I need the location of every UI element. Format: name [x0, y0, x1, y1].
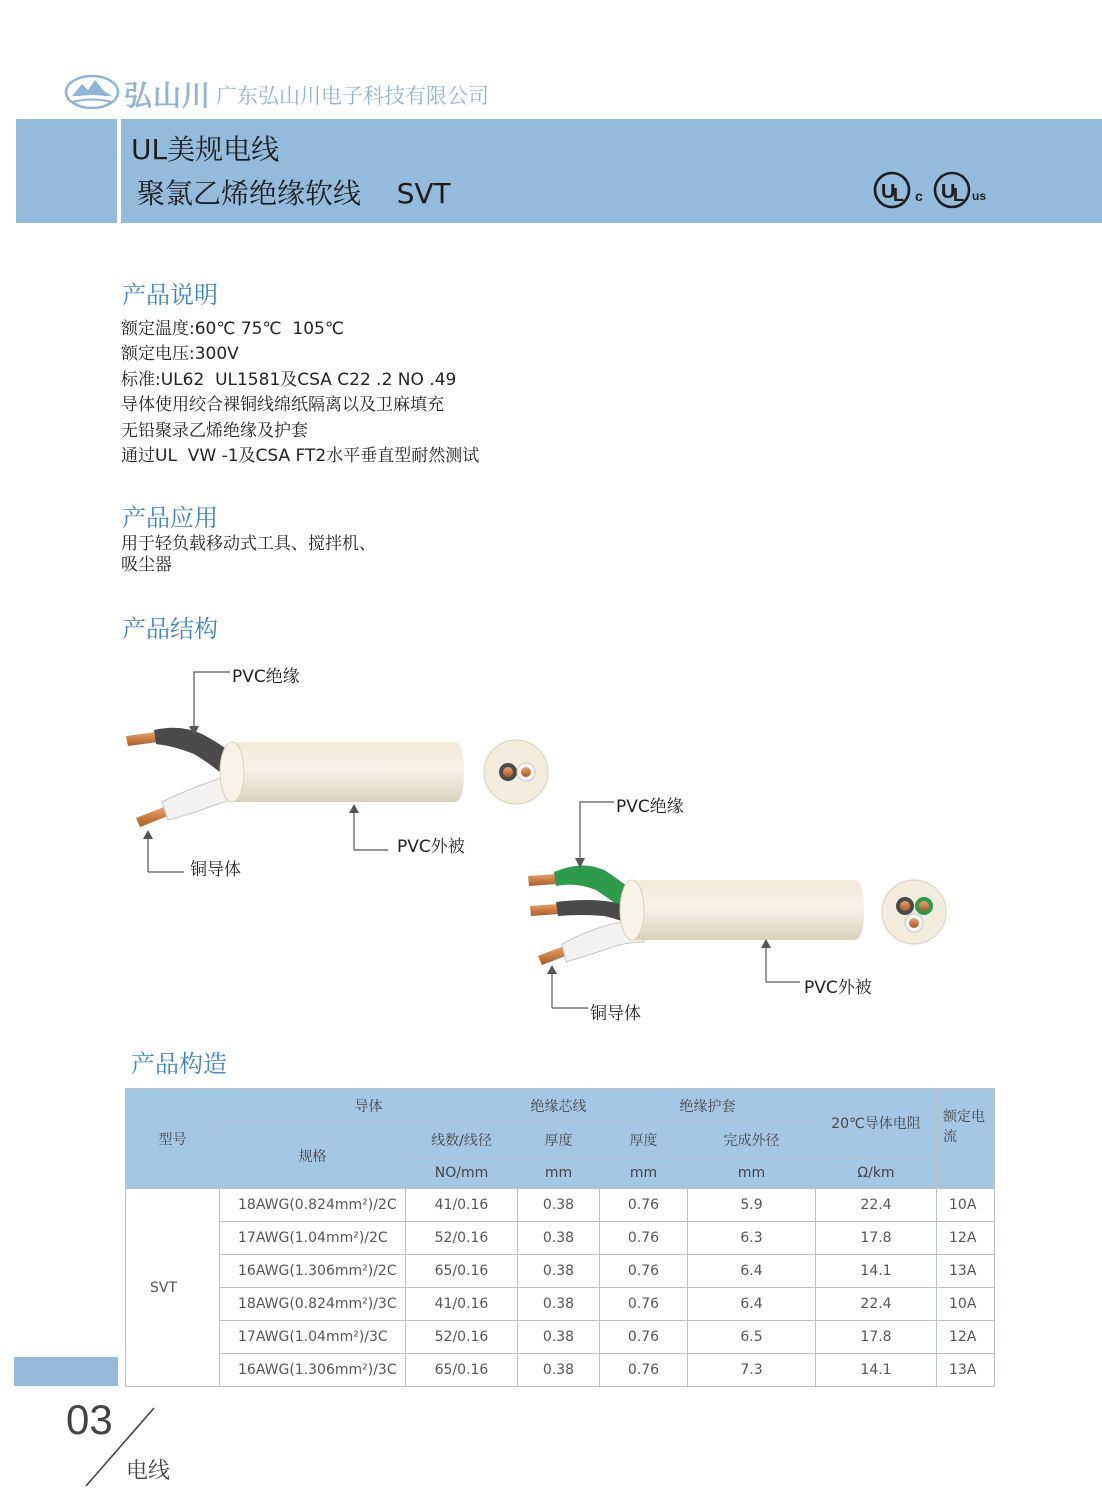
- table-row: [126, 1288, 995, 1321]
- unit-resistance: Ω/km: [816, 1157, 937, 1189]
- page-subtitle: 聚氯乙烯绝缘软线 SVT: [137, 177, 451, 210]
- header-insulation-core: 绝缘芯线: [518, 1089, 600, 1123]
- cell-spec: 16AWG(1.306mm²)/2C: [220, 1255, 406, 1288]
- cell-resistance: 17.8: [816, 1321, 937, 1354]
- unit-core: mm: [518, 1157, 600, 1189]
- company-logo-mountain-icon: [64, 72, 120, 112]
- cell-core: 0.38: [518, 1222, 600, 1255]
- cell-core: 0.38: [518, 1189, 600, 1222]
- svg-text:us: us: [972, 189, 987, 203]
- description-line: 通过UL VW -1及CSA FT2水平垂直型耐然测试: [121, 446, 480, 467]
- section-heading-application: 产品应用: [122, 504, 218, 532]
- table-row: [126, 1222, 995, 1255]
- cell-core: 0.38: [518, 1288, 600, 1321]
- header-thickness-jacket: 厚度: [600, 1123, 688, 1157]
- cell-strands: 41/0.16: [406, 1189, 518, 1222]
- section-heading-construction: 产品构造: [131, 1050, 227, 1078]
- cross-section-3c: [882, 880, 946, 944]
- svg-text:L: L: [893, 185, 904, 205]
- cell-current: 12A: [937, 1222, 995, 1255]
- header-current: 额定电流: [937, 1089, 995, 1189]
- cell-jacket: 0.76: [600, 1222, 688, 1255]
- label-pvc-insulation-2c: PVC绝缘: [232, 667, 300, 687]
- label-pvc-jacket-2c: PVC外被: [397, 837, 465, 857]
- header-jacket: 绝缘护套: [600, 1089, 816, 1123]
- unit-strands: NO/mm: [406, 1157, 518, 1189]
- table-row: [126, 1189, 995, 1222]
- header-strands: 线数/线径: [406, 1123, 518, 1157]
- cell-spec: 16AWG(1.306mm²)/3C: [220, 1354, 406, 1387]
- section-heading-structure: 产品结构: [122, 615, 218, 643]
- company-name: 广东弘山川电子科技有限公司: [216, 84, 489, 108]
- description-line: 标准:UL62 UL1581及CSA C22 .2 NO .49: [121, 369, 457, 390]
- cell-spec: 18AWG(0.824mm²)/3C: [220, 1288, 406, 1321]
- header-model: 型号: [126, 1089, 220, 1189]
- cell-jacket: 0.76: [600, 1354, 688, 1387]
- cell-jacket: 0.76: [600, 1288, 688, 1321]
- footer-accent-bar: [14, 1357, 118, 1386]
- description-line: 导体使用绞合裸铜线绵纸隔离以及卫麻填充: [121, 395, 444, 416]
- copper-conductor-shape: [126, 732, 158, 746]
- svg-text:c: c: [915, 188, 923, 204]
- cell-current: 13A: [937, 1354, 995, 1387]
- cell-jacket: 0.76: [600, 1321, 688, 1354]
- cell-od: 6.3: [688, 1222, 816, 1255]
- cell-strands: 52/0.16: [406, 1222, 518, 1255]
- cell-current: 12A: [937, 1321, 995, 1354]
- svg-text:U: U: [941, 181, 956, 203]
- label-copper-conductor-2c: 铜导体: [190, 860, 241, 880]
- cell-od: 7.3: [688, 1354, 816, 1387]
- model-cell: SVT: [126, 1189, 220, 1387]
- cell-od: 6.5: [688, 1321, 816, 1354]
- application-text: [121, 534, 376, 576]
- cell-core: 0.38: [518, 1354, 600, 1387]
- cell-resistance: 14.1: [816, 1354, 937, 1387]
- cell-core: 0.38: [518, 1255, 600, 1288]
- cell-jacket: 0.76: [600, 1189, 688, 1222]
- table-row: [126, 1255, 995, 1288]
- header-conductor: 导体: [220, 1089, 518, 1123]
- svg-text:L: L: [953, 185, 964, 205]
- header-outer-diameter: 完成外径: [688, 1123, 816, 1157]
- table-row: [126, 1321, 995, 1354]
- title-band-divider: [117, 119, 121, 223]
- cell-current: 10A: [937, 1288, 995, 1321]
- cell-strands: 41/0.16: [406, 1288, 518, 1321]
- unit-od: mm: [688, 1157, 816, 1189]
- cell-od: 6.4: [688, 1255, 816, 1288]
- cell-strands: 52/0.16: [406, 1321, 518, 1354]
- cell-resistance: 22.4: [816, 1288, 937, 1321]
- footer-category-label: 电线: [126, 1459, 171, 1484]
- section-heading-description: 产品说明: [122, 281, 218, 309]
- pvc-jacket-shape: [230, 742, 464, 802]
- label-pvc-jacket-3c: PVC外被: [804, 978, 872, 998]
- two-core-cable: [126, 672, 548, 872]
- header-spec: 规格: [220, 1123, 406, 1189]
- cell-current: 13A: [937, 1255, 995, 1288]
- cell-resistance: 14.1: [816, 1255, 937, 1288]
- label-copper-conductor-3c: 铜导体: [590, 1004, 641, 1024]
- ul-certification-icon: [872, 168, 998, 212]
- application-line: 用于轻负载移动式工具、搅拌机、: [121, 534, 376, 554]
- cell-resistance: 17.8: [816, 1222, 937, 1255]
- cell-resistance: 22.4: [816, 1189, 937, 1222]
- page-number: 03: [66, 1396, 113, 1443]
- page-title: UL美规电线: [131, 133, 280, 166]
- description-list: [121, 317, 479, 469]
- description-line: 无铅聚录乙烯绝缘及护套: [121, 420, 308, 441]
- cell-spec: 17AWG(1.04mm²)/3C: [220, 1321, 406, 1354]
- cell-core: 0.38: [518, 1321, 600, 1354]
- unit-jacket: mm: [600, 1157, 688, 1189]
- cell-od: 6.4: [688, 1288, 816, 1321]
- description-line: 额定电压:300V: [121, 344, 239, 365]
- cell-strands: 65/0.16: [406, 1255, 518, 1288]
- cell-od: 5.9: [688, 1189, 816, 1222]
- three-core-cable: [528, 802, 946, 1008]
- label-pvc-insulation-3c: PVC绝缘: [616, 797, 684, 817]
- brand-name: 弘山川: [124, 79, 212, 112]
- cell-current: 10A: [937, 1189, 995, 1222]
- header-thickness-core: 厚度: [518, 1123, 600, 1157]
- spec-table: [125, 1088, 995, 1387]
- cell-jacket: 0.76: [600, 1255, 688, 1288]
- cell-spec: 17AWG(1.04mm²)/2C: [220, 1222, 406, 1255]
- cell-spec: 18AWG(0.824mm²)/2C: [220, 1189, 406, 1222]
- svg-text:U: U: [881, 181, 896, 203]
- application-line: 吸尘器: [121, 555, 172, 575]
- cell-strands: 65/0.16: [406, 1354, 518, 1387]
- header-resistance: 20℃导体电阻: [816, 1089, 937, 1157]
- table-row: [126, 1354, 995, 1387]
- description-line: 额定温度:60℃ 75℃ 105℃: [121, 319, 344, 339]
